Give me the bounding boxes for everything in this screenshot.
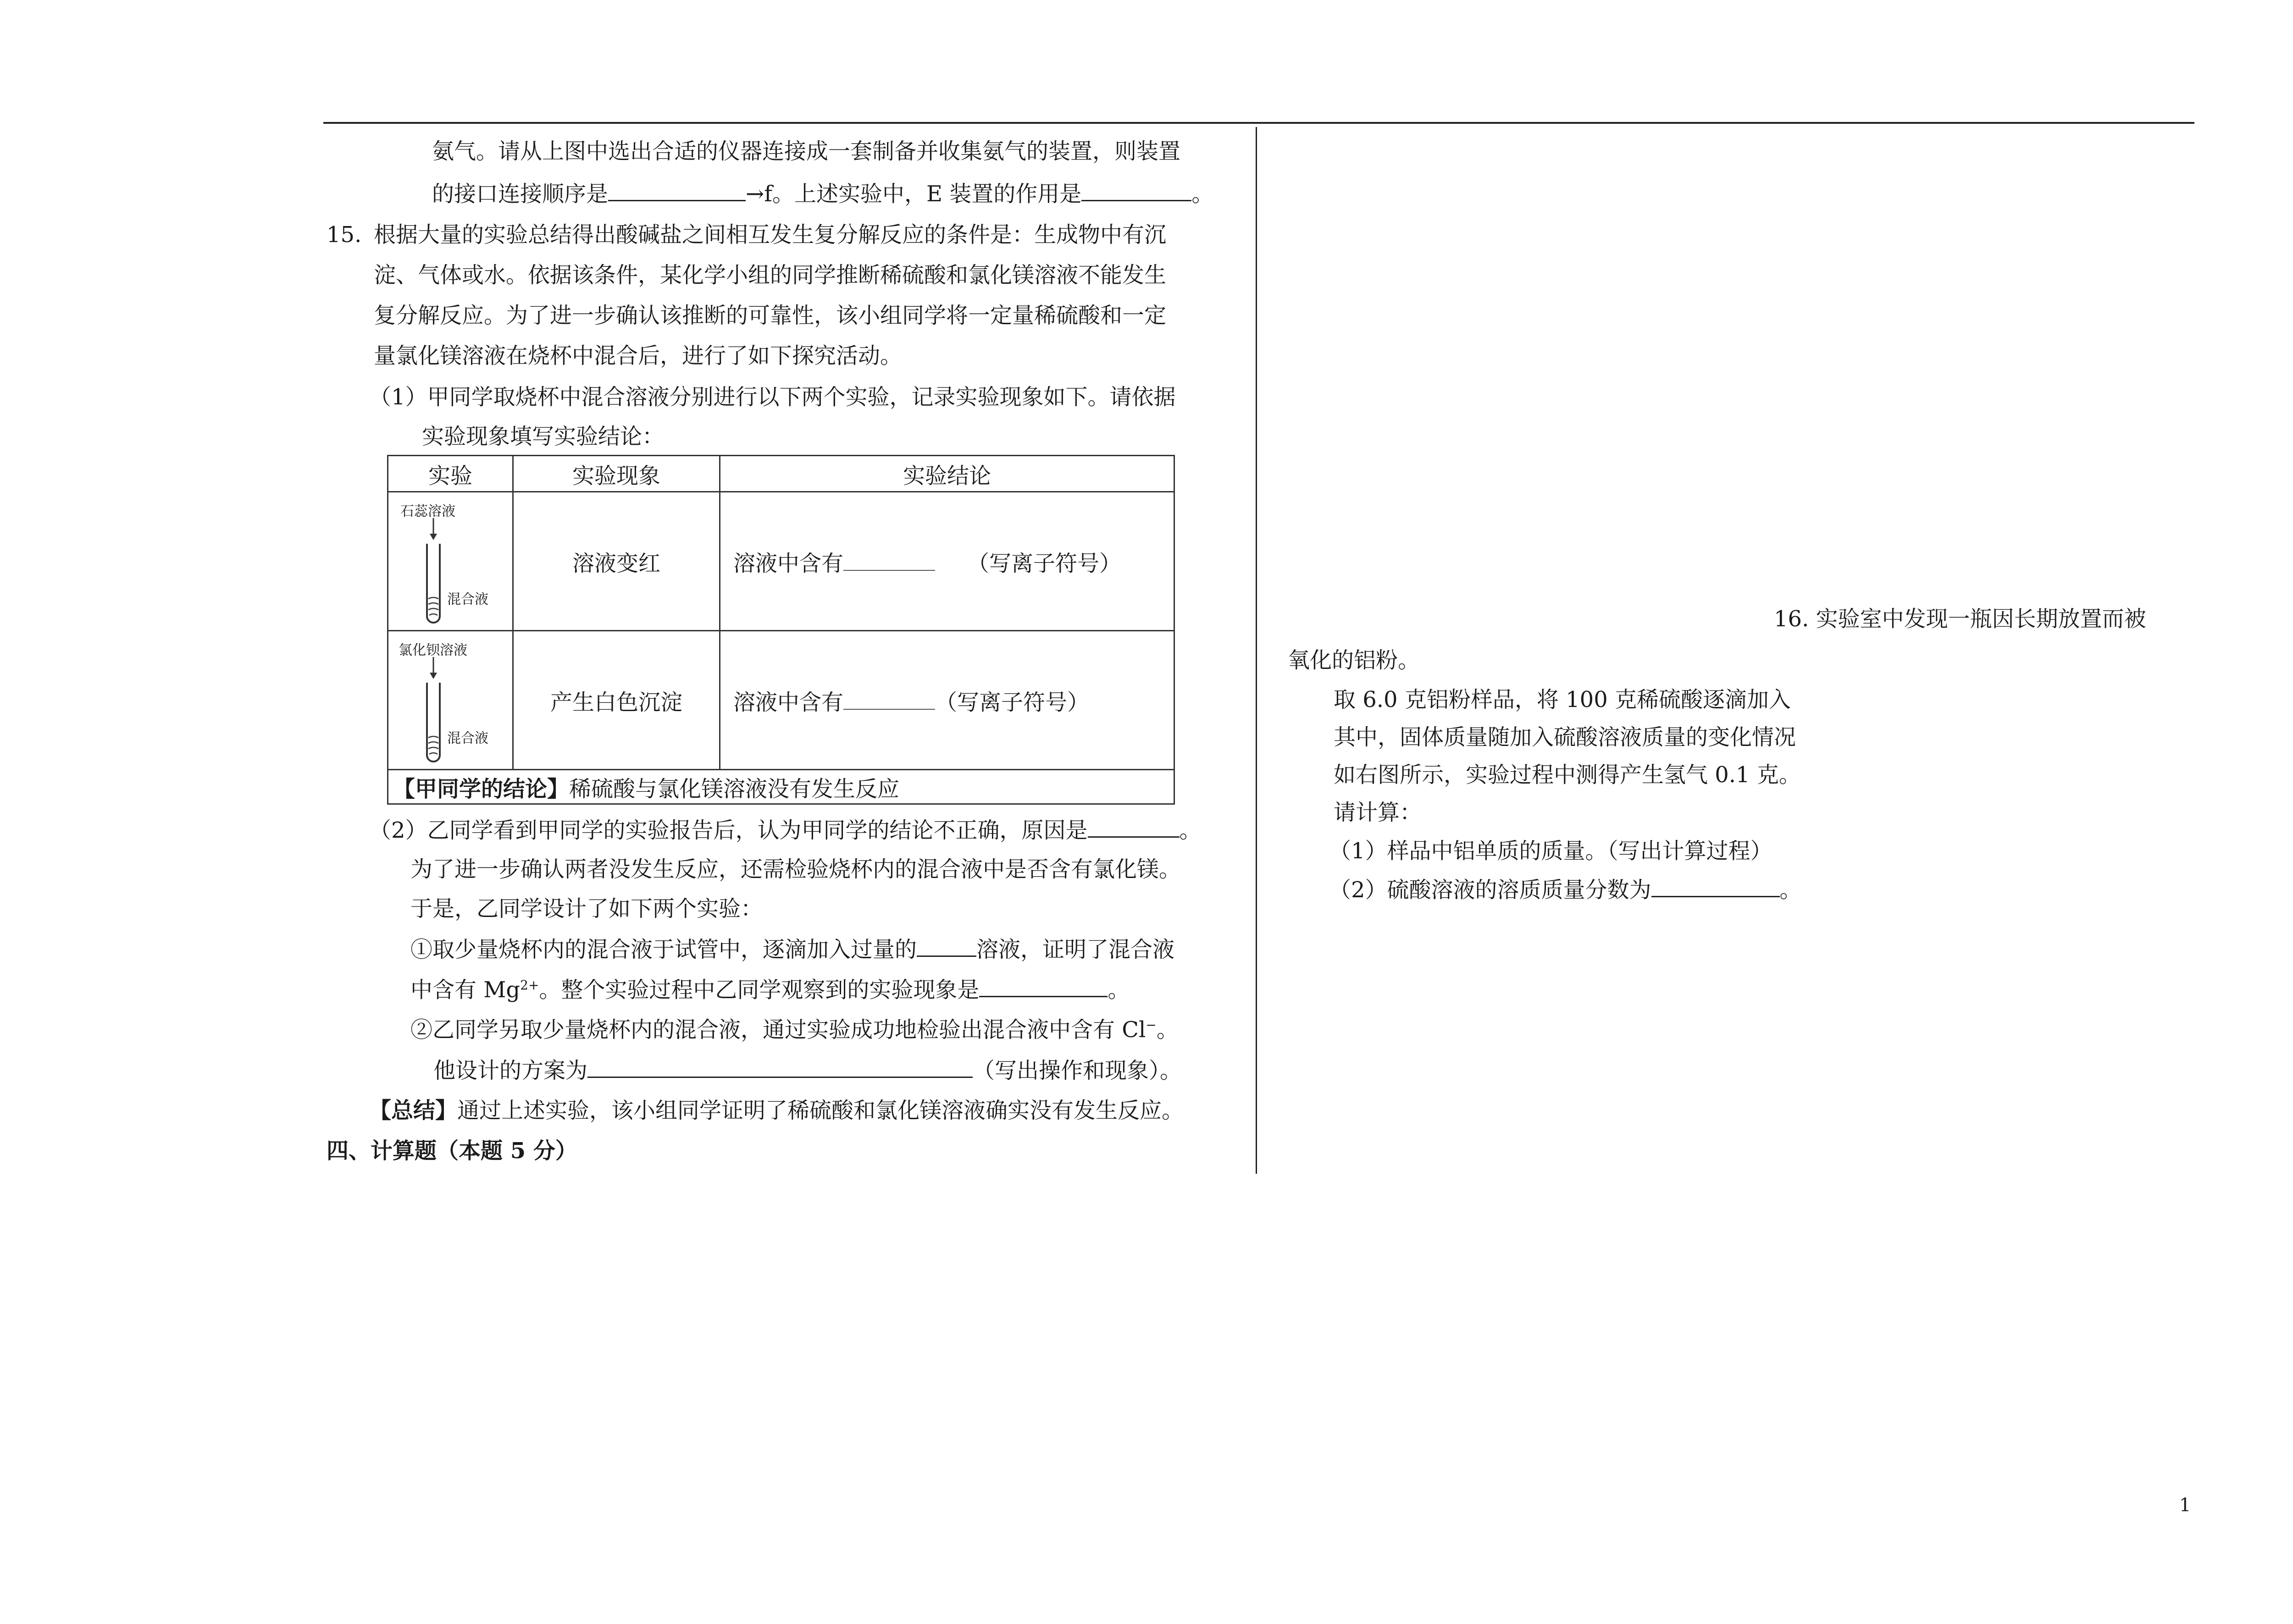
step1-text-d: 。整个实验过程中乙同学观察到的实验现象是 [539,977,980,1003]
part2-line-2: 为了进一步确认两者没发生反应，还需检验烧杯内的混合液中是否含有氯化镁。 [410,856,1181,882]
phenomenon-blank[interactable] [979,976,1108,997]
conclusion-text-b: （写离子符号） [935,689,1090,715]
q16-line-1: 16. 实验室中发现一瓶因长期放置而被 [1774,606,2146,632]
conclusion-text-a: 溶液中含有 [733,689,844,715]
part2-line-1 [369,816,1202,844]
reagent-label: 石蕊溶液 [400,503,455,519]
q16-line-6: 请计算： [1334,800,1422,825]
column-divider [1256,127,1257,1174]
q16-line-3: 取 6.0 克铝粉样品，将 100 克稀硫酸逐滴加入 [1334,687,1791,713]
phenomenon-cell: 溶液变红 [513,492,720,631]
q14-continuation-line-1: 氨气。请从上图中选出合适的仪器连接成一套制备并收集氨气的装置，则装置 [432,138,1181,164]
header-experiment: 实验 [388,456,513,492]
step2-line-2 [433,1056,1182,1084]
q15-line-2: 淀、气体或水。依据该条件，某化学小组的同学推断稀硫酸和氯化镁溶液不能发生 [374,262,1167,288]
conclusion-text-b: （写离子符号） [967,550,1122,576]
q16-line-4: 其中，固体质量随加入硫酸溶液质量的变化情况 [1334,724,1796,750]
plan-blank[interactable] [587,1056,973,1078]
ion-symbol-blank[interactable] [843,550,935,571]
ion-symbol-blank[interactable] [843,689,935,710]
header-conclusion: 实验结论 [720,456,1174,492]
part2-line-3: 于是，乙同学设计了如下两个实验： [410,896,763,922]
step2-text-c: 他设计的方案为 [433,1058,588,1083]
summary-line [369,1097,1184,1124]
mass-fraction-blank[interactable] [1651,876,1780,897]
header-phenomenon: 实验现象 [513,456,720,492]
step1-text-b: 溶液，证明了混合液 [976,937,1175,962]
q16-line-2: 氧化的铝粉。 [1288,647,1420,673]
q16-text-a: （2）硫酸溶液的溶质质量分数为 [1329,877,1651,903]
mix-label: 混合液 [447,730,488,746]
conclusion-cell [720,492,1174,631]
step1-text-c: 中含有 Mg [410,977,521,1003]
reason-blank[interactable] [1088,816,1180,838]
q16-line-7: （1）样品中铝单质的质量。（写出计算过程） [1329,838,1772,864]
step2-text-a: ②乙同学另取少量烧杯内的混合液，通过实验成功地检验出混合液中含有 Cl [410,1017,1146,1043]
charge-superscript: 2+ [520,978,539,993]
step1-text-a: ①取少量烧杯内的混合液于试管中，逐滴加入过量的 [410,937,917,962]
student-a-conclusion-row [388,770,1174,804]
q15-line-3: 复分解反应。为了进一步确认该推断的可靠性，该小组同学将一定量稀硫酸和一定 [374,303,1167,328]
phenomenon-cell: 产生白色沉淀 [513,631,720,770]
reagent-label: 氯化钡溶液 [399,642,467,658]
charge-superscript: − [1146,1017,1157,1033]
test-tube-diagram [388,492,513,631]
q14-text-b: →f。上述实验中，E 装置的作用是 [746,181,1082,207]
conclusion-cell [720,631,1174,770]
conclusion-text: 稀硫酸与氯化镁溶液没有发生反应 [569,776,900,802]
connection-order-blank[interactable] [608,180,746,201]
table-row [388,492,1174,631]
reagent-blank[interactable] [917,935,976,957]
q15-line-4: 量氯化镁溶液在烧杯中混合后，进行了如下探究活动。 [374,343,903,369]
conclusion-text-a: 溶液中含有 [733,550,844,576]
step2-text-b: 。 [1156,1017,1179,1043]
section-four-title: 四、计算题（本题 5 分） [327,1138,577,1164]
step1-line-2 [410,976,1130,1004]
step1-text-e: 。 [1108,977,1130,1003]
part1-line-1: （1）甲同学取烧杯中混合溶液分别进行以下两个实验，记录实验现象如下。请依据 [369,384,1176,410]
test-tube-icon [388,492,512,630]
part1-line-2: 实验现象填写实验结论： [422,424,665,449]
part2-text-a: （2）乙同学看到甲同学的实验报告后，认为甲同学的结论不正确，原因是 [369,818,1088,843]
q15-line-1: 根据大量的实验总结得出酸碱盐之间相互发生复分解反应的条件是：生成物中有沉 [374,222,1167,248]
q14-text-c: 。 [1191,181,1214,207]
test-tube-diagram [388,631,513,770]
q16-line-5: 如右图所示，实验过程中测得产生氢气 0.1 克。 [1334,762,1801,788]
test-tube-icon [388,631,512,769]
q15-number: 15. [327,222,362,248]
step2-line-1 [410,1016,1179,1044]
mix-label: 混合液 [447,591,488,608]
summary-tag: 【总结】 [369,1098,458,1123]
q16-text-b: 。 [1779,877,1802,903]
step2-text-d: （写出操作和现象）。 [973,1058,1182,1083]
part2-text-b: 。 [1179,818,1202,843]
conclusion-tag: 【甲同学的结论】 [393,776,570,802]
step1-line-1 [410,935,1174,963]
q14-continuation-line-2 [432,180,1213,208]
summary-text: 通过上述实验，该小组同学证明了稀硫酸和氯化镁溶液确实没有发生反应。 [457,1098,1184,1123]
e-device-role-blank[interactable] [1081,180,1191,201]
experiment-table [387,455,1175,805]
page-number: 1 [2179,1495,2191,1516]
table-row [388,631,1174,770]
top-rule [323,122,2194,124]
q14-text-a: 的接口连接顺序是 [432,181,609,207]
q16-line-8 [1329,876,1802,904]
